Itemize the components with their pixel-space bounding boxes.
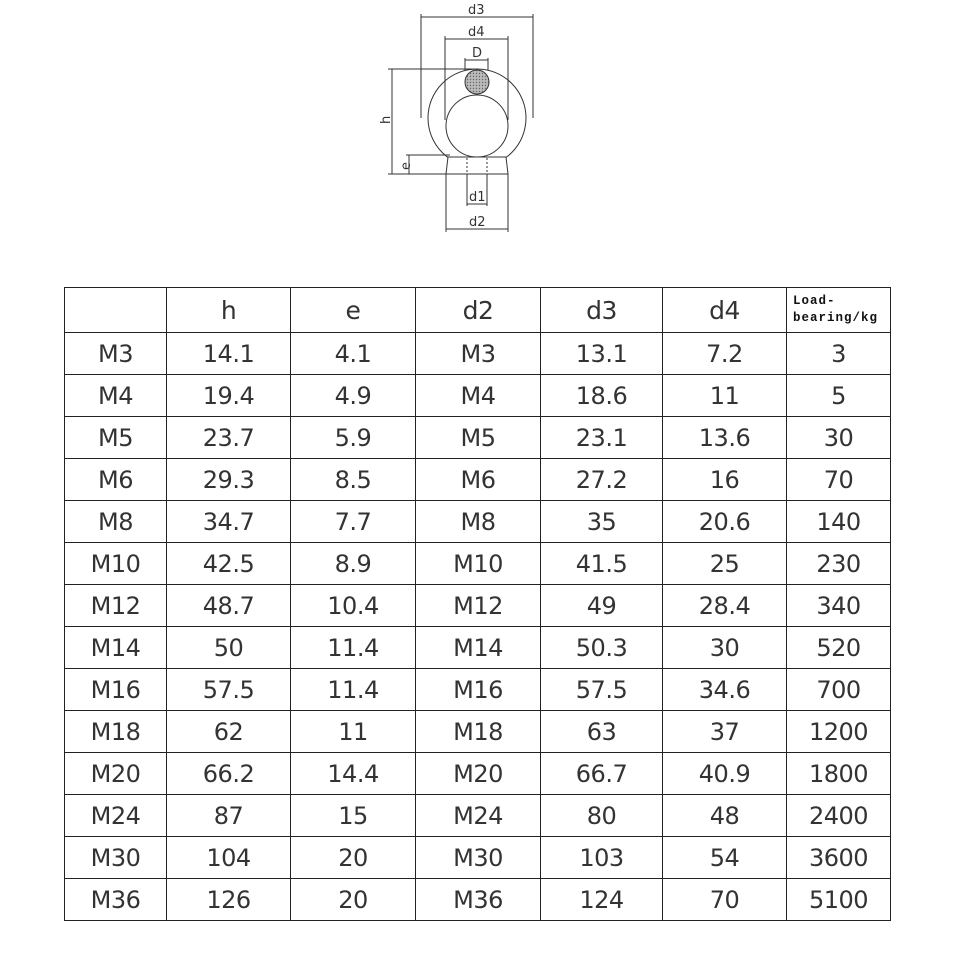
cell-h: 19.4 <box>167 375 291 417</box>
cell-load: 1800 <box>787 753 891 795</box>
label-d2: d2 <box>469 215 486 230</box>
cell-e: 7.7 <box>291 501 416 543</box>
cell-load: 3600 <box>787 837 891 879</box>
table-row <box>65 417 891 459</box>
cell-load: 2400 <box>787 795 891 837</box>
cell-d4: 30 <box>663 627 787 669</box>
cell-e: 4.9 <box>291 375 416 417</box>
cell-d3: 66.7 <box>541 753 663 795</box>
header-row <box>65 288 891 333</box>
header-size <box>65 288 167 333</box>
header-load-bearing <box>787 288 891 333</box>
cell-h: 34.7 <box>167 501 291 543</box>
cell-d4: 28.4 <box>663 585 787 627</box>
header-d2: d2 <box>416 288 541 333</box>
cell-size: M16 <box>65 669 167 711</box>
table-row <box>65 585 891 627</box>
cell-e: 11 <box>291 711 416 753</box>
load-header-line1: Load- <box>793 294 836 308</box>
cell-d3: 103 <box>541 837 663 879</box>
cell-d2: M10 <box>416 543 541 585</box>
cell-d3: 63 <box>541 711 663 753</box>
cell-size: M36 <box>65 879 167 921</box>
cell-d2: M36 <box>416 879 541 921</box>
cell-h: 23.7 <box>167 417 291 459</box>
cell-d3: 49 <box>541 585 663 627</box>
cell-e: 20 <box>291 837 416 879</box>
label-h: h <box>379 115 394 124</box>
cell-h: 87 <box>167 795 291 837</box>
cell-load: 3 <box>787 333 891 375</box>
cell-d2: M14 <box>416 627 541 669</box>
cell-size: M30 <box>65 837 167 879</box>
load-header-line2: bearing/kg <box>793 311 879 325</box>
cell-h: 126 <box>167 879 291 921</box>
cell-load: 5100 <box>787 879 891 921</box>
cell-h: 57.5 <box>167 669 291 711</box>
header-h: h <box>167 288 291 333</box>
cell-d2: M5 <box>416 417 541 459</box>
table-row <box>65 375 891 417</box>
cell-load: 140 <box>787 501 891 543</box>
cell-d4: 11 <box>663 375 787 417</box>
cell-d3: 41.5 <box>541 543 663 585</box>
cell-d3: 35 <box>541 501 663 543</box>
header-e: e <box>291 288 416 333</box>
cell-load: 5 <box>787 375 891 417</box>
header-d3: d3 <box>541 288 663 333</box>
table-row <box>65 669 891 711</box>
cell-d4: 7.2 <box>663 333 787 375</box>
cell-d3: 13.1 <box>541 333 663 375</box>
cell-h: 50 <box>167 627 291 669</box>
label-D: D <box>472 46 483 61</box>
cell-h: 104 <box>167 837 291 879</box>
cell-e: 11.4 <box>291 627 416 669</box>
label-d4: d4 <box>468 25 485 40</box>
table-row <box>65 627 891 669</box>
cell-load: 520 <box>787 627 891 669</box>
cell-h: 48.7 <box>167 585 291 627</box>
cell-d4: 16 <box>663 459 787 501</box>
cell-e: 8.5 <box>291 459 416 501</box>
cell-size: M24 <box>65 795 167 837</box>
cell-e: 8.9 <box>291 543 416 585</box>
cell-load: 1200 <box>787 711 891 753</box>
cell-d2: M3 <box>416 333 541 375</box>
cell-d4: 40.9 <box>663 753 787 795</box>
label-d1: d1 <box>469 190 486 205</box>
cell-size: M20 <box>65 753 167 795</box>
cell-load: 340 <box>787 585 891 627</box>
cell-load: 700 <box>787 669 891 711</box>
cell-size: M6 <box>65 459 167 501</box>
cell-e: 4.1 <box>291 333 416 375</box>
cell-size: M4 <box>65 375 167 417</box>
cell-d3: 57.5 <box>541 669 663 711</box>
cell-d3: 80 <box>541 795 663 837</box>
cell-d4: 70 <box>663 879 787 921</box>
cell-e: 5.9 <box>291 417 416 459</box>
table-row <box>65 711 891 753</box>
table-row <box>65 837 891 879</box>
cell-load: 30 <box>787 417 891 459</box>
label-d3: d3 <box>468 3 485 18</box>
cell-size: M14 <box>65 627 167 669</box>
cell-load: 230 <box>787 543 891 585</box>
cell-d2: M6 <box>416 459 541 501</box>
table-row <box>65 795 891 837</box>
cell-d2: M18 <box>416 711 541 753</box>
cell-load: 70 <box>787 459 891 501</box>
cell-h: 29.3 <box>167 459 291 501</box>
cell-d3: 50.3 <box>541 627 663 669</box>
eye-nut-drawing <box>370 0 570 240</box>
cell-d3: 27.2 <box>541 459 663 501</box>
cell-e: 14.4 <box>291 753 416 795</box>
label-e: e <box>399 162 414 170</box>
cell-d3: 124 <box>541 879 663 921</box>
cell-d3: 23.1 <box>541 417 663 459</box>
table-row <box>65 459 891 501</box>
cell-size: M10 <box>65 543 167 585</box>
cell-d4: 48 <box>663 795 787 837</box>
table-row <box>65 501 891 543</box>
cell-size: M3 <box>65 333 167 375</box>
cell-size: M5 <box>65 417 167 459</box>
cell-d4: 25 <box>663 543 787 585</box>
cell-d2: M30 <box>416 837 541 879</box>
table-row <box>65 543 891 585</box>
cell-h: 62 <box>167 711 291 753</box>
wire-section-icon <box>465 70 489 94</box>
cell-d2: M12 <box>416 585 541 627</box>
cell-size: M12 <box>65 585 167 627</box>
cell-d4: 34.6 <box>663 669 787 711</box>
cell-d2: M8 <box>416 501 541 543</box>
cell-d4: 37 <box>663 711 787 753</box>
cell-e: 15 <box>291 795 416 837</box>
table-row <box>65 333 891 375</box>
cell-size: M18 <box>65 711 167 753</box>
cell-h: 42.5 <box>167 543 291 585</box>
cell-d4: 13.6 <box>663 417 787 459</box>
dimension-table <box>64 287 891 921</box>
cell-h: 66.2 <box>167 753 291 795</box>
cell-d4: 20.6 <box>663 501 787 543</box>
cell-d2: M16 <box>416 669 541 711</box>
cell-d3: 18.6 <box>541 375 663 417</box>
cell-size: M8 <box>65 501 167 543</box>
table-row <box>65 753 891 795</box>
cell-h: 14.1 <box>167 333 291 375</box>
cell-e: 11.4 <box>291 669 416 711</box>
cell-d2: M24 <box>416 795 541 837</box>
table-row <box>65 879 891 921</box>
header-d4: d4 <box>663 288 787 333</box>
cell-d2: M20 <box>416 753 541 795</box>
cell-d4: 54 <box>663 837 787 879</box>
cell-e: 20 <box>291 879 416 921</box>
cell-e: 10.4 <box>291 585 416 627</box>
cell-d2: M4 <box>416 375 541 417</box>
